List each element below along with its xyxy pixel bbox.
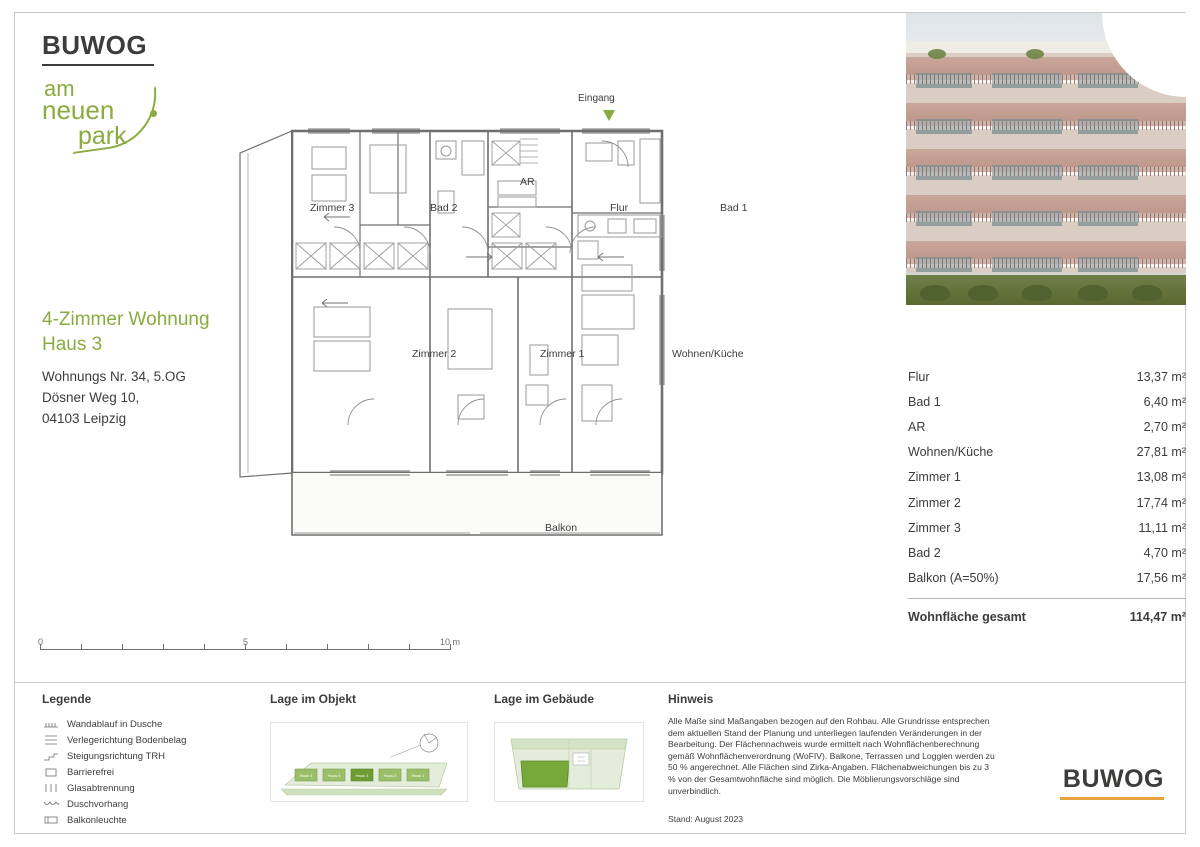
room-label-flur: Flur: [610, 202, 629, 214]
legend-label: Steigungsrichtung TRH: [67, 750, 166, 762]
site-location-block: [270, 692, 470, 716]
area-name: Zimmer 1: [908, 470, 961, 485]
area-value: 17,74 m²: [1136, 495, 1186, 510]
entrance-label: Eingang: [578, 93, 615, 104]
photo-shrub: [1022, 285, 1052, 301]
area-name: Flur: [908, 369, 930, 384]
area-name: Wohnen/Küche: [908, 445, 994, 460]
room-label-wohnen-kueche: Wohnen/Küche: [672, 348, 744, 360]
table-row: [908, 364, 1186, 389]
list-item: [42, 812, 252, 828]
scale-tick: [122, 644, 123, 650]
glass-partition-icon: [42, 782, 60, 794]
photo-railing: [906, 213, 1186, 222]
area-name: Bad 1: [908, 394, 941, 409]
scale-tick: [286, 644, 287, 650]
legend-label: Balkonleuchte: [67, 814, 127, 826]
footer-logo: [1060, 765, 1164, 800]
floorplan-drawing: [230, 95, 880, 595]
building-location-block: [494, 692, 654, 716]
list-item: [42, 716, 252, 732]
svg-text:Haus 4: Haus 4: [327, 773, 341, 778]
photo-railing: [906, 259, 1186, 268]
legend-block: [42, 692, 252, 828]
table-row: [908, 540, 1186, 565]
table-row: [908, 440, 1186, 465]
scale-label-0: 0: [38, 637, 44, 647]
balcony-light-icon: [42, 814, 60, 826]
photo-railing: [906, 121, 1186, 130]
area-value: 11,11 m²: [1138, 520, 1186, 535]
footer-brand-name: BUWOG: [1062, 765, 1164, 793]
logo-line-3: park: [78, 122, 127, 150]
table-row: [908, 566, 1186, 591]
total-area-row: [908, 605, 1186, 624]
area-value: 27,81 m²: [1136, 445, 1186, 460]
address-line-3: 04103 Leipzig: [42, 411, 127, 426]
legend-title: Legende: [42, 692, 92, 706]
room-label-balkon: Balkon: [545, 522, 578, 534]
building-map-svg: [495, 723, 643, 801]
shower-drain-icon: [42, 718, 60, 730]
list-item: [42, 732, 252, 748]
area-value: 17,56 m²: [1136, 571, 1186, 586]
list-item: [42, 780, 252, 796]
scale-label-10: 10 m: [440, 637, 461, 647]
area-value: 6,40 m²: [1143, 394, 1186, 409]
am-neuen-park-logo: [42, 74, 172, 160]
barrier-free-icon: [42, 766, 60, 778]
scale-tick: [163, 644, 164, 650]
notice-block: [668, 692, 998, 824]
photo-shrub: [968, 285, 998, 301]
area-table-divider: [908, 598, 1186, 599]
floor-direction-icon: [42, 734, 60, 746]
list-item: [42, 764, 252, 780]
room-label-zimmer-2: Zimmer 2: [412, 348, 457, 360]
building-photo: [906, 13, 1186, 305]
logo-line-2: neuen: [42, 95, 115, 125]
table-row: [908, 389, 1186, 414]
svg-text:Haus 3: Haus 3: [355, 773, 369, 778]
legend-label: Verlegerichtung Bodenbelag: [67, 734, 187, 746]
area-name: Balkon (A=50%): [908, 571, 999, 586]
legend-label: Glasabtrennung: [67, 782, 135, 794]
brand-name: BUWOG: [42, 30, 148, 60]
photo-rooftop-plant: [928, 49, 946, 59]
area-value: 13,08 m²: [1136, 470, 1186, 485]
scale-bar: [40, 637, 460, 661]
site-map-svg: [271, 723, 467, 801]
area-name: Zimmer 2: [908, 495, 961, 510]
svg-text:Haus 4: Haus 4: [299, 773, 313, 778]
photo-railing: [906, 167, 1186, 176]
floorplan-svg: [230, 95, 880, 595]
building-location-map: [494, 722, 644, 802]
legend-label: Barrierefrei: [67, 766, 114, 778]
area-value: 13,37 m²: [1136, 369, 1186, 384]
legend-label: Wandablauf in Dusche: [67, 718, 163, 730]
room-label-ar: AR: [520, 176, 535, 188]
room-label-zimmer-1: Zimmer 1: [540, 348, 585, 360]
table-row: [908, 490, 1186, 515]
area-table: [908, 364, 1186, 624]
shower-curtain-icon: [42, 798, 60, 810]
table-row: [908, 515, 1186, 540]
scale-tick: [204, 644, 205, 650]
stair-direction-icon: [42, 750, 60, 762]
logo-dot-icon: [150, 110, 157, 117]
title-line-1: 4-Zimmer Wohnung: [42, 309, 210, 330]
title-line-2: Haus 3: [42, 334, 103, 355]
address-line-1: Wohnungs Nr. 34, 5.OG: [42, 369, 186, 384]
site-location-title: Lage im Objekt: [270, 692, 357, 706]
footer-brand-underline: [1060, 797, 1164, 800]
notice-text: Alle Maße sind Maßangaben bezogen auf den Rohbau. Alle Grundrisse entsprechen dem aktuellen Stand der Planung und unterliegen laufenden Veränderungen in der Bearbeitung. Der Flächennachweis wurde ermittelt nach Wohnflächenberechnung gemäß Wohnflächenverordnung (WoFIV). Balkone, Terrassen und Loggien werden zu 50 % angerechnet. Alle Flächen sind Zirka-Angaben. Flächenabweichungen bis zu 3 % von der Gesamtwohnfläche sind möglich. Die Möblierungsvorschläge sind unverbindlich.: [668, 716, 995, 796]
brand-underline: [42, 64, 154, 66]
logo-line-1: am: [44, 76, 75, 101]
photo-shrub: [1132, 285, 1162, 301]
building-location-title: Lage im Gebäude: [494, 692, 595, 706]
area-name: Bad 2: [908, 545, 941, 560]
notice-date: Stand: August 2023: [668, 814, 744, 825]
notice-title: Hinweis: [668, 692, 714, 706]
scale-tick: [409, 644, 410, 650]
total-label: Wohnfläche gesamt: [908, 609, 1026, 624]
scale-tick: [327, 644, 328, 650]
table-row: [908, 414, 1186, 439]
svg-text:Haus 2: Haus 2: [383, 773, 397, 778]
list-item: [42, 796, 252, 812]
room-label-bad-2: Bad 2: [430, 202, 458, 214]
photo-shrub: [920, 285, 950, 301]
list-item: [42, 748, 252, 764]
legend-label: Duschvorhang: [67, 798, 129, 810]
scale-tick: [368, 644, 369, 650]
area-value: 4,70 m²: [1143, 545, 1186, 560]
photo-rooftop-plant: [1026, 49, 1044, 59]
area-name: Zimmer 3: [908, 520, 961, 535]
table-row: [908, 465, 1186, 490]
scale-label-5: 5: [243, 637, 249, 647]
scale-tick: [81, 644, 82, 650]
svg-text:Haus 1: Haus 1: [411, 773, 425, 778]
site-location-map: [270, 722, 468, 802]
photo-shrub: [1078, 285, 1108, 301]
room-label-bad-1: Bad 1: [720, 202, 748, 214]
area-value: 2,70 m²: [1143, 419, 1186, 434]
address-line-2: Dösner Weg 10,: [42, 390, 140, 405]
footer-divider: [15, 682, 1185, 683]
area-name: AR: [908, 419, 926, 434]
entrance-arrow-icon: [602, 109, 616, 123]
room-label-zimmer-3: Zimmer 3: [310, 202, 355, 214]
total-value: 114,47 m²: [1129, 609, 1186, 624]
